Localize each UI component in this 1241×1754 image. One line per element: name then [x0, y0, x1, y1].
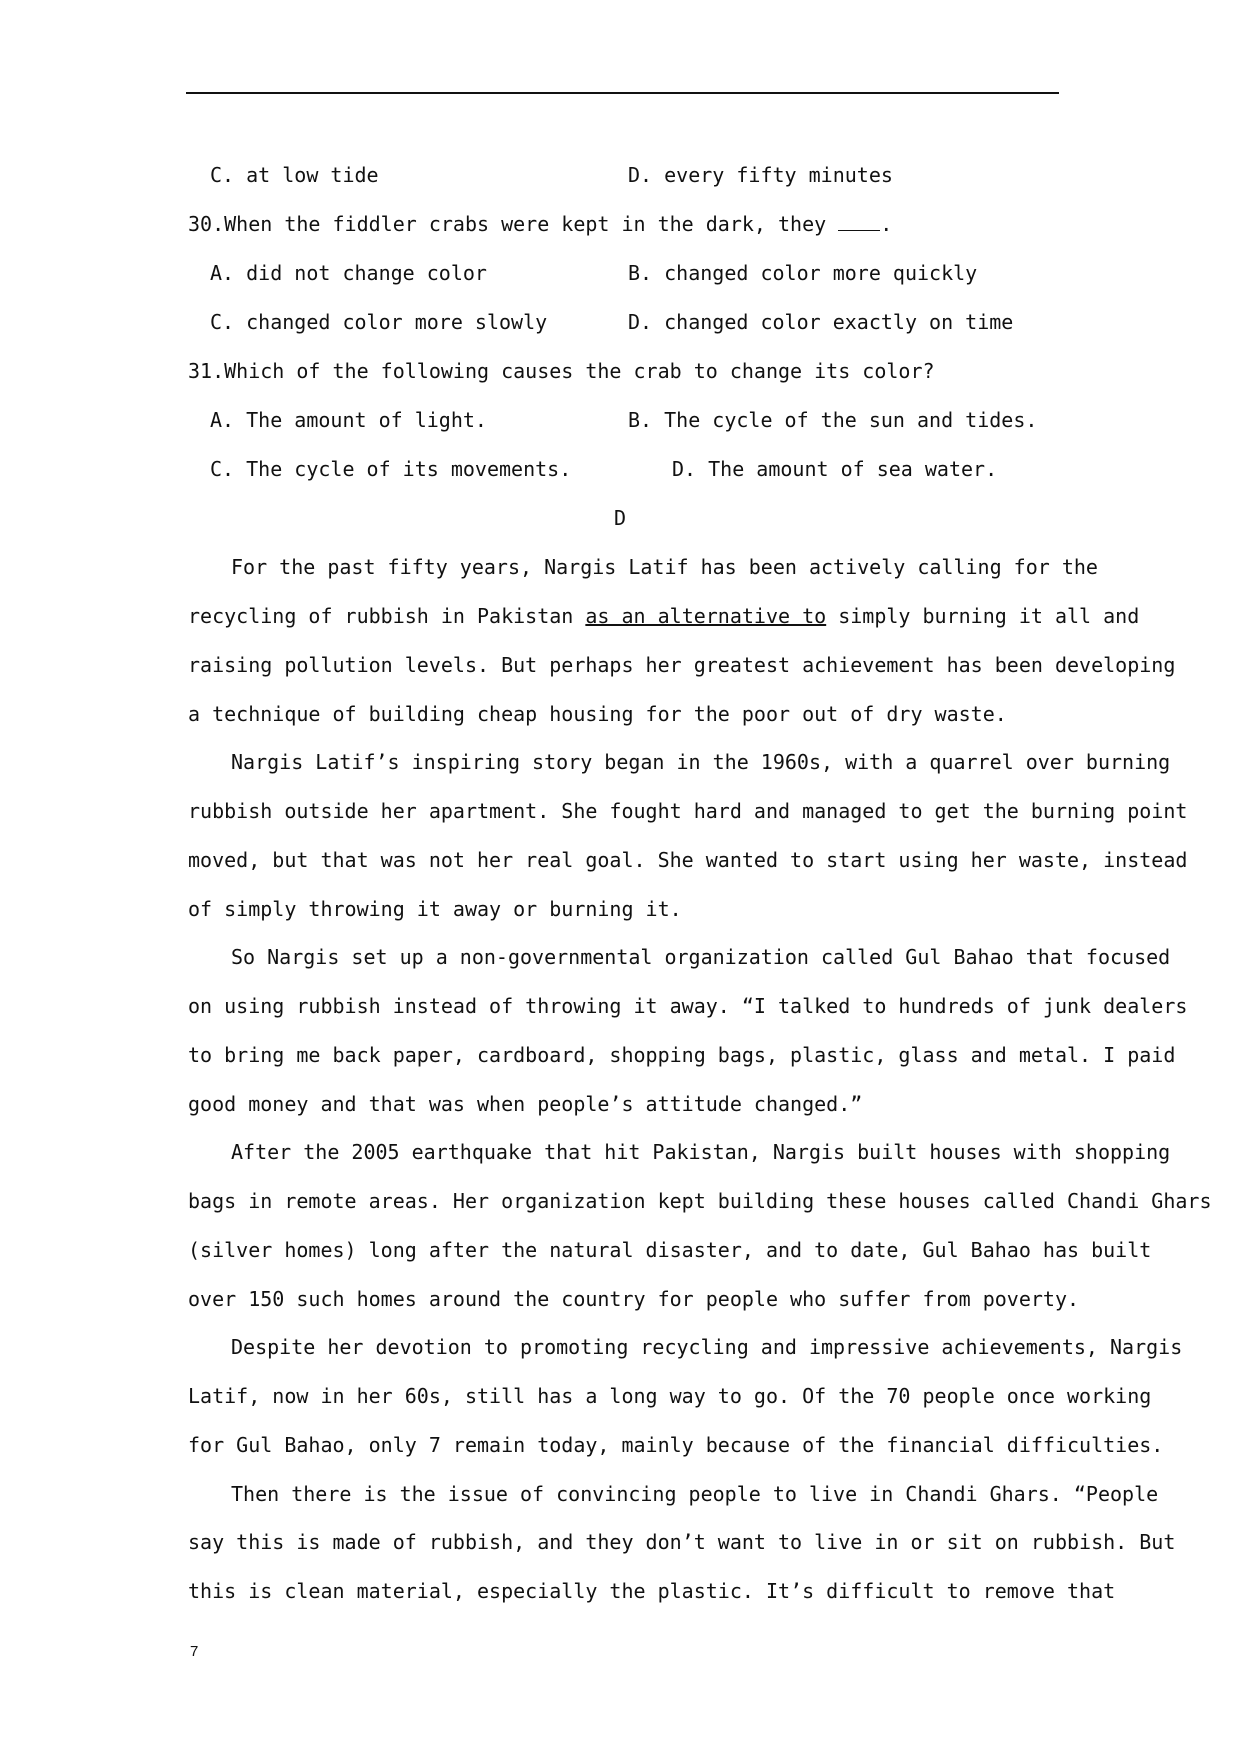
- passage-line: [188, 604, 1140, 628]
- option-prev-c: C. at low tide: [210, 163, 379, 187]
- question-30-stem-text: 30.When the fiddler crabs were kept in the dark, they: [188, 212, 839, 236]
- passage-line: for Gul Bahao, only 7 remain today, mainly because of the financial difficulties.: [188, 1433, 1164, 1457]
- passage-line: moved, but that was not her real goal. She wanted to start using her waste, instead: [188, 848, 1188, 872]
- passage-line: So Nargis set up a non-governmental organization called Gul Bahao that focused: [231, 945, 1171, 969]
- answer-blank: [838, 214, 880, 231]
- passage-line: say this is made of rubbish, and they don’t want to live in or sit on rubbish. But: [188, 1530, 1176, 1554]
- question-30-option-b: B. changed color more quickly: [628, 261, 978, 285]
- passage-line: Nargis Latif’s inspiring story began in the 1960s, with a quarrel over burning: [231, 750, 1171, 774]
- question-31-option-d: D. The amount of sea water.: [672, 457, 998, 481]
- question-31-option-c: C. The cycle of its movements.: [210, 457, 572, 481]
- question-30-option-d: D. changed color exactly on time: [628, 310, 1014, 334]
- question-30-stem: [188, 212, 892, 236]
- question-30-option-c: C. changed color more slowly: [210, 310, 548, 334]
- passage-line: bags in remote areas. Her organization kept building these houses called Chandi Ghars: [188, 1189, 1212, 1213]
- passage-text: simply burning it all and: [826, 604, 1140, 628]
- passage-line: Then there is the issue of convincing people to live in Chandi Ghars. “People: [231, 1482, 1159, 1506]
- passage-line: raising pollution levels. But perhaps her greatest achievement has been developing: [188, 653, 1176, 677]
- question-30-option-a: A. did not change color: [210, 261, 487, 285]
- underlined-phrase: as an alternative to: [585, 604, 827, 628]
- question-31-option-b: B. The cycle of the sun and tides.: [628, 408, 1038, 432]
- page-number: 7: [190, 1643, 199, 1660]
- passage-line: rubbish outside her apartment. She fought hard and managed to get the burning point: [188, 799, 1188, 823]
- passage-line: For the past fifty years, Nargis Latif has been actively calling for the: [231, 555, 1098, 579]
- passage-line: this is clean material, especially the plastic. It’s difficult to remove that: [188, 1579, 1116, 1603]
- passage-line: Despite her devotion to promoting recycling and impressive achievements, Nargis: [231, 1335, 1183, 1359]
- passage-line: over 150 such homes around the country for people who suffer from poverty.: [188, 1287, 1080, 1311]
- passage-line: a technique of building cheap housing for the poor out of dry waste.: [188, 702, 1007, 726]
- passage-text: recycling of rubbish in Pakistan: [188, 604, 586, 628]
- passage-line: good money and that was when people’s attitude changed.”: [188, 1092, 863, 1116]
- question-31-stem: 31.Which of the following causes the crab to change its color?: [188, 359, 935, 383]
- passage-line: After the 2005 earthquake that hit Pakistan, Nargis built houses with shopping: [231, 1140, 1171, 1164]
- passage-line: of simply throwing it away or burning it.: [188, 897, 682, 921]
- passage-line: on using rubbish instead of throwing it away. “I talked to hundreds of junk dealers: [188, 994, 1188, 1018]
- passage-line: (silver homes) long after the natural disaster, and to date, Gul Bahao has built: [188, 1238, 1152, 1262]
- passage-line: Latif, now in her 60s, still has a long way to go. Of the 70 people once working: [188, 1384, 1152, 1408]
- header-rule: [186, 92, 1059, 94]
- section-heading: D: [614, 506, 627, 530]
- question-30-stem-end: .: [880, 212, 893, 236]
- question-31-option-a: A. The amount of light.: [210, 408, 487, 432]
- option-prev-d: D. every fifty minutes: [628, 163, 893, 187]
- passage-line: to bring me back paper, cardboard, shopping bags, plastic, glass and metal. I paid: [188, 1043, 1176, 1067]
